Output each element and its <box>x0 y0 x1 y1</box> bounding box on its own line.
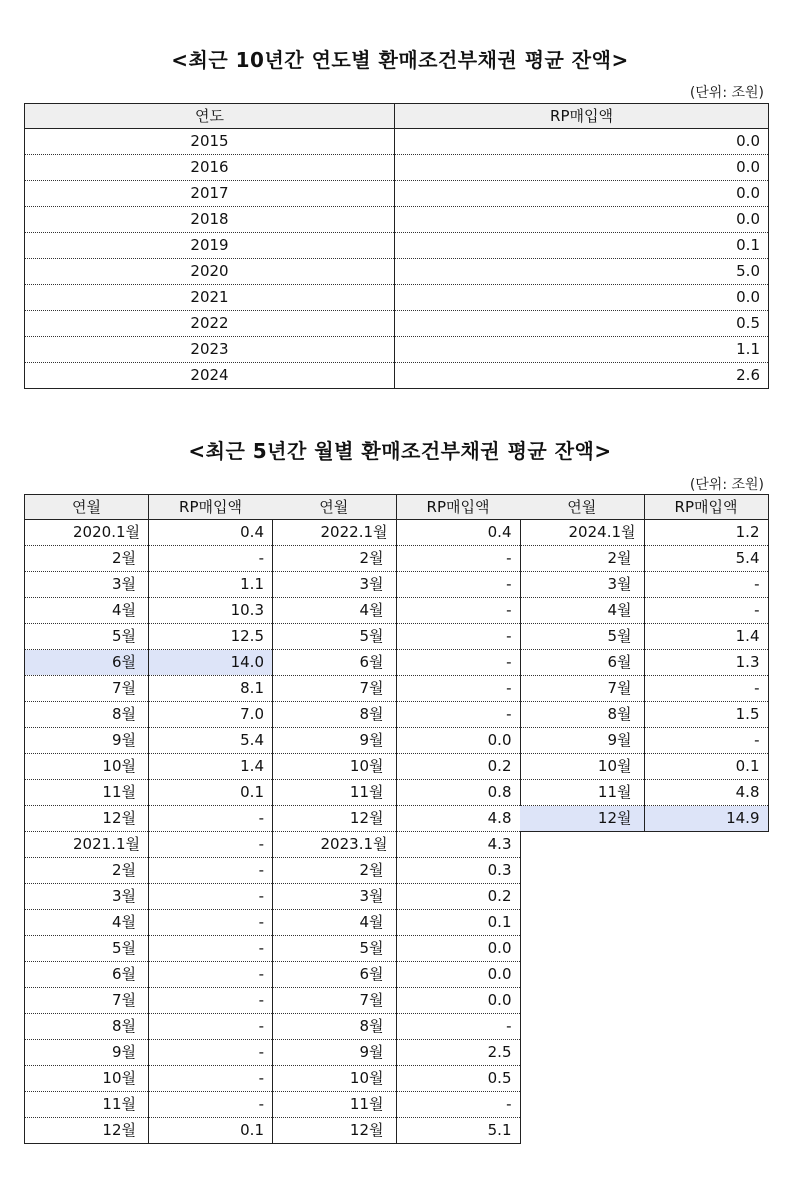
table-row <box>272 546 520 572</box>
year-month-cell: 8월 <box>520 702 644 728</box>
rp-amount-cell: - <box>396 1014 520 1040</box>
year-month-cell: 2월 <box>520 546 644 572</box>
rp-amount-cell: 0.0 <box>395 207 769 233</box>
table-row <box>520 676 768 702</box>
table-row <box>25 598 273 624</box>
year-month-cell: 3월 <box>520 572 644 598</box>
rp-amount-cell: - <box>149 936 273 962</box>
rp-amount-cell: 0.0 <box>396 728 520 754</box>
rp-amount-cell: - <box>149 1014 273 1040</box>
year-month-cell: 11월 <box>25 780 149 806</box>
year-month-cell: 12월 <box>520 806 644 832</box>
table-row <box>25 936 273 962</box>
year-month-column-header: 연월 <box>25 495 149 520</box>
year-month-cell: 5월 <box>272 936 396 962</box>
table-row <box>520 650 768 676</box>
rp-amount-cell: - <box>149 832 273 858</box>
rp-amount-cell: 0.0 <box>396 988 520 1014</box>
rp-amount-cell: - <box>149 806 273 832</box>
year-cell: 2021 <box>25 285 395 311</box>
rp-amount-cell: 1.1 <box>149 572 273 598</box>
rp-amount-cell: 0.0 <box>396 962 520 988</box>
year-month-cell: 7월 <box>520 676 644 702</box>
year-month-cell: 6월 <box>25 650 149 676</box>
rp-amount-cell: - <box>396 650 520 676</box>
year-month-cell: 10월 <box>272 754 396 780</box>
rp-amount-cell: - <box>396 1092 520 1118</box>
table-row <box>272 832 520 858</box>
table-row <box>272 624 520 650</box>
year-month-cell: 8월 <box>272 1014 396 1040</box>
year-month-cell: 11월 <box>520 780 644 806</box>
rp-amount-cell: 4.3 <box>396 832 520 858</box>
monthly-unit-label: (단위: 조원) <box>689 477 764 493</box>
rp-amount-cell: 0.4 <box>149 520 273 546</box>
year-month-cell: 9월 <box>272 1040 396 1066</box>
rp-amount-cell: 0.1 <box>149 780 273 806</box>
table-row <box>25 1014 273 1040</box>
year-month-column-header: 연월 <box>272 495 396 520</box>
year-cell: 2015 <box>25 129 395 155</box>
monthly-header-row <box>272 495 520 520</box>
year-cell: 2023 <box>25 337 395 363</box>
rp-amount-cell: 2.6 <box>395 363 769 389</box>
year-cell: 2016 <box>25 155 395 181</box>
year-month-cell: 3월 <box>272 884 396 910</box>
table-row <box>272 572 520 598</box>
rp-amount-cell: - <box>149 1040 273 1066</box>
table-row <box>25 1066 273 1092</box>
table-row <box>520 624 768 650</box>
table-row <box>520 806 768 832</box>
rp-amount-cell: - <box>644 598 768 624</box>
rp-amount-cell: - <box>644 572 768 598</box>
table-row <box>25 520 273 546</box>
rp-amount-cell: 0.0 <box>395 129 769 155</box>
table-row <box>25 962 273 988</box>
table-row <box>25 806 273 832</box>
rp-amount-cell: - <box>149 1066 273 1092</box>
year-cell: 2017 <box>25 181 395 207</box>
monthly-header-row <box>25 495 273 520</box>
year-month-cell: 2022.1월 <box>272 520 396 546</box>
table-row <box>25 181 769 207</box>
year-month-cell: 8월 <box>272 702 396 728</box>
annual-table-title: <최근 10년간 연도별 환매조건부채권 평균 잔액> <box>171 48 629 72</box>
rp-amount-cell: 0.2 <box>396 754 520 780</box>
year-month-cell: 2월 <box>25 858 149 884</box>
year-month-cell: 2020.1월 <box>25 520 149 546</box>
year-month-cell: 11월 <box>272 780 396 806</box>
year-month-cell: 4월 <box>25 910 149 936</box>
year-month-cell: 10월 <box>520 754 644 780</box>
year-month-cell: 5월 <box>25 936 149 962</box>
year-month-cell: 12월 <box>272 806 396 832</box>
table-row <box>520 754 768 780</box>
rp-amount-cell: 5.0 <box>395 259 769 285</box>
rp-amount-cell: 4.8 <box>644 780 768 806</box>
table-row <box>25 832 273 858</box>
rp-amount-cell: 1.4 <box>644 624 768 650</box>
rp-amount-column-header: RP매입액 <box>644 495 768 520</box>
table-row <box>520 572 768 598</box>
rp-amount-cell: 14.0 <box>149 650 273 676</box>
year-month-cell: 4월 <box>25 598 149 624</box>
year-month-cell: 11월 <box>25 1092 149 1118</box>
year-month-column-header: 연월 <box>520 495 644 520</box>
table-row <box>25 337 769 363</box>
rp-amount-cell: 0.1 <box>644 754 768 780</box>
table-row <box>25 624 273 650</box>
rp-amount-cell: 1.5 <box>644 702 768 728</box>
table-row <box>25 1040 273 1066</box>
table-row <box>25 728 273 754</box>
rp-amount-cell: 0.1 <box>395 233 769 259</box>
year-month-cell: 2023.1월 <box>272 832 396 858</box>
table-row <box>25 129 769 155</box>
table-row <box>520 598 768 624</box>
year-month-cell: 8월 <box>25 702 149 728</box>
rp-amount-cell: - <box>149 546 273 572</box>
year-month-cell: 12월 <box>25 1118 149 1144</box>
monthly-table-2020-2021 <box>24 494 273 1144</box>
table-row <box>520 546 768 572</box>
year-month-cell: 7월 <box>272 988 396 1014</box>
rp-amount-cell: - <box>396 624 520 650</box>
table-row <box>272 598 520 624</box>
table-row <box>272 676 520 702</box>
year-month-cell: 4월 <box>272 910 396 936</box>
rp-amount-cell: 4.8 <box>396 806 520 832</box>
rp-amount-cell: - <box>149 884 273 910</box>
table-row <box>272 806 520 832</box>
table-row <box>25 988 273 1014</box>
monthly-table-title: <최근 5년간 월별 환매조건부채권 평균 잔액> <box>188 439 612 463</box>
rp-amount-cell: 0.0 <box>396 936 520 962</box>
rp-amount-cell: 2.5 <box>396 1040 520 1066</box>
rp-amount-cell: - <box>149 962 273 988</box>
table-row <box>272 962 520 988</box>
rp-amount-cell: 0.3 <box>396 858 520 884</box>
rp-amount-cell: 0.0 <box>395 285 769 311</box>
rp-amount-cell: 0.0 <box>395 181 769 207</box>
rp-amount-cell: 0.5 <box>396 1066 520 1092</box>
rp-amount-column-header: RP매입액 <box>396 495 520 520</box>
rp-amount-cell: - <box>396 676 520 702</box>
monthly-header-row <box>520 495 768 520</box>
year-cell: 2019 <box>25 233 395 259</box>
rp-amount-column-header: RP매입액 <box>149 495 273 520</box>
rp-amount-cell: 7.0 <box>149 702 273 728</box>
year-month-cell: 10월 <box>25 754 149 780</box>
rp-amount-cell: - <box>149 910 273 936</box>
year-month-cell: 10월 <box>25 1066 149 1092</box>
table-row <box>25 910 273 936</box>
rp-amount-cell: - <box>149 858 273 884</box>
rp-amount-cell: - <box>396 598 520 624</box>
table-row <box>272 1066 520 1092</box>
year-month-cell: 11월 <box>272 1092 396 1118</box>
table-row <box>272 1092 520 1118</box>
year-month-cell: 2월 <box>272 858 396 884</box>
table-row <box>272 650 520 676</box>
annual-unit-label: (단위: 조원) <box>689 85 764 101</box>
table-row <box>272 910 520 936</box>
table-row <box>25 1092 273 1118</box>
table-row <box>25 259 769 285</box>
year-month-cell: 8월 <box>25 1014 149 1040</box>
rp-amount-cell: 0.0 <box>395 155 769 181</box>
rp-amount-cell: 0.1 <box>149 1118 273 1144</box>
year-month-cell: 2024.1월 <box>520 520 644 546</box>
table-row <box>272 702 520 728</box>
table-row <box>272 884 520 910</box>
table-row <box>520 728 768 754</box>
table-row <box>25 285 769 311</box>
table-row <box>272 780 520 806</box>
rp-amount-cell: 1.2 <box>644 520 768 546</box>
year-cell: 2022 <box>25 311 395 337</box>
table-row <box>25 155 769 181</box>
rp-amount-cell: 14.9 <box>644 806 768 832</box>
rp-amount-cell: 12.5 <box>149 624 273 650</box>
table-row <box>25 572 273 598</box>
year-month-cell: 2월 <box>25 546 149 572</box>
year-month-cell: 5월 <box>272 624 396 650</box>
rp-amount-cell: 8.1 <box>149 676 273 702</box>
rp-amount-cell: - <box>644 676 768 702</box>
rp-amount-cell: 5.4 <box>644 546 768 572</box>
rp-amount-cell: 5.4 <box>149 728 273 754</box>
rp-amount-cell: 1.3 <box>644 650 768 676</box>
year-month-cell: 5월 <box>520 624 644 650</box>
year-month-cell: 6월 <box>272 650 396 676</box>
monthly-table-2022-2023 <box>272 494 521 1144</box>
year-month-cell: 4월 <box>520 598 644 624</box>
table-row <box>25 311 769 337</box>
rp-amount-cell: 5.1 <box>396 1118 520 1144</box>
table-row <box>272 858 520 884</box>
table-row <box>25 754 273 780</box>
table-row <box>520 780 768 806</box>
table-row <box>520 520 768 546</box>
year-month-cell: 2021.1월 <box>25 832 149 858</box>
rp-amount-cell: - <box>149 988 273 1014</box>
rp-amount-cell: - <box>396 546 520 572</box>
table-row <box>272 1040 520 1066</box>
year-month-cell: 6월 <box>25 962 149 988</box>
table-row <box>272 728 520 754</box>
year-month-cell: 9월 <box>520 728 644 754</box>
rp-amount-cell: 0.1 <box>396 910 520 936</box>
year-month-cell: 4월 <box>272 598 396 624</box>
table-row <box>272 1014 520 1040</box>
year-month-cell: 10월 <box>272 1066 396 1092</box>
year-month-cell: 3월 <box>25 572 149 598</box>
rp-amount-cell: 0.8 <box>396 780 520 806</box>
year-month-cell: 9월 <box>272 728 396 754</box>
table-row <box>25 546 273 572</box>
rp-amount-cell: 0.2 <box>396 884 520 910</box>
year-cell: 2018 <box>25 207 395 233</box>
year-month-cell: 3월 <box>25 884 149 910</box>
rp-amount-column-header: RP매입액 <box>395 104 769 129</box>
rp-amount-cell: 10.3 <box>149 598 273 624</box>
year-month-cell: 9월 <box>25 728 149 754</box>
year-month-cell: 9월 <box>25 1040 149 1066</box>
table-row <box>25 884 273 910</box>
year-cell: 2024 <box>25 363 395 389</box>
table-row <box>520 702 768 728</box>
table-row <box>272 1118 520 1144</box>
rp-amount-cell: - <box>396 702 520 728</box>
table-row <box>25 1118 273 1144</box>
year-month-cell: 12월 <box>272 1118 396 1144</box>
year-month-cell: 2월 <box>272 546 396 572</box>
year-month-cell: 3월 <box>272 572 396 598</box>
table-row <box>25 233 769 259</box>
year-month-cell: 7월 <box>272 676 396 702</box>
rp-amount-cell: - <box>644 728 768 754</box>
year-month-cell: 12월 <box>25 806 149 832</box>
table-row <box>272 936 520 962</box>
table-row <box>272 520 520 546</box>
table-row <box>25 676 273 702</box>
rp-amount-cell: - <box>396 572 520 598</box>
year-cell: 2020 <box>25 259 395 285</box>
year-column-header: 연도 <box>25 104 395 129</box>
table-row <box>272 988 520 1014</box>
year-month-cell: 6월 <box>520 650 644 676</box>
year-month-cell: 6월 <box>272 962 396 988</box>
year-month-cell: 5월 <box>25 624 149 650</box>
rp-amount-cell: 0.4 <box>396 520 520 546</box>
table-row <box>25 363 769 389</box>
year-month-cell: 7월 <box>25 988 149 1014</box>
rp-amount-cell: - <box>149 1092 273 1118</box>
rp-amount-cell: 1.4 <box>149 754 273 780</box>
table-row <box>25 702 273 728</box>
table-row <box>25 650 273 676</box>
annual-header-row <box>25 104 769 129</box>
annual-rp-table <box>24 103 769 389</box>
rp-amount-cell: 0.5 <box>395 311 769 337</box>
rp-amount-cell: 1.1 <box>395 337 769 363</box>
table-row <box>25 858 273 884</box>
table-row <box>25 207 769 233</box>
monthly-table-2024 <box>520 494 769 832</box>
table-row <box>272 754 520 780</box>
table-row <box>25 780 273 806</box>
year-month-cell: 7월 <box>25 676 149 702</box>
